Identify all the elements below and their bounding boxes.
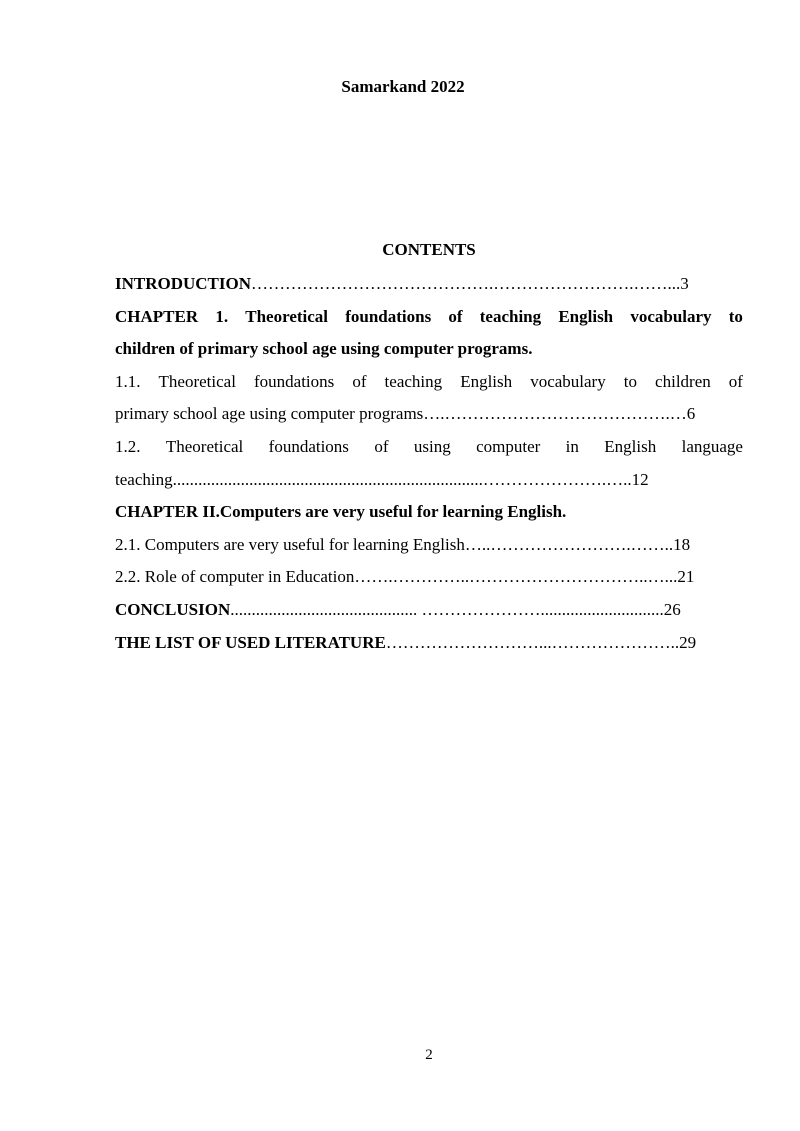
toc-word: 1.2.: [115, 436, 141, 456]
toc-literature-label: THE LIST OF USED LITERATURE: [115, 632, 386, 652]
toc-word: in: [565, 436, 579, 456]
toc-word: CHAPTER: [115, 306, 199, 326]
toc-word: of: [352, 371, 367, 391]
toc-entry-chapter1-line2: children of primary school age using computer programs.: [115, 339, 533, 359]
toc-word: 1.1.: [115, 371, 141, 391]
contents-heading: CONTENTS: [382, 240, 476, 259]
toc-word: of: [728, 371, 743, 391]
toc-word: English: [558, 306, 614, 326]
toc-entry-1-2-line2: teaching.........................................................................………………….…..12: [115, 469, 649, 489]
toc-word: foundations: [254, 371, 335, 391]
toc-entry-literature: [115, 627, 743, 660]
toc-word: using: [413, 436, 451, 456]
toc-introduction-label: INTRODUCTION: [115, 274, 252, 293]
toc-word: children: [655, 371, 711, 391]
toc-word: English: [604, 436, 657, 456]
toc-entry-introduction: [115, 268, 743, 301]
toc-entry-1-1-line2: primary school age using computer programs….………………………………….…6: [115, 404, 696, 424]
toc-word: vocabulary: [630, 306, 712, 326]
toc-word: to: [623, 371, 637, 391]
toc-entry-1-1-line1: [115, 366, 743, 399]
toc-word: of: [448, 306, 463, 326]
toc-word: teaching: [479, 306, 542, 326]
table-of-contents: [115, 268, 743, 659]
toc-word: teaching: [384, 371, 443, 391]
toc-entry-1-2-line1: [115, 431, 743, 464]
toc-introduction-leader: …………………………………….…………………….……...3: [251, 274, 689, 293]
toc-word: computer: [476, 436, 541, 456]
toc-conclusion-leader: ............................................ ………………….............................26: [230, 599, 681, 619]
toc-literature-leader: ………………………...…………………..29: [385, 632, 697, 652]
toc-word: of: [374, 436, 389, 456]
toc-entry-2-1: 2.1. Computers are very useful for learning English…..…………………….……..18: [115, 534, 691, 554]
toc-word: foundations: [268, 436, 349, 456]
toc-word: Theoretical: [245, 306, 329, 326]
header-title: Samarkand 2022: [341, 77, 465, 96]
toc-entry-conclusion: [115, 594, 743, 627]
toc-word: language: [681, 436, 743, 456]
page-number: 2: [425, 1047, 433, 1063]
toc-word: Theoretical: [158, 371, 236, 391]
toc-word: foundations: [345, 306, 432, 326]
toc-word: Theoretical: [165, 436, 244, 456]
toc-entry-chapter1-line1: [115, 301, 743, 334]
toc-entry-2-2: 2.2. Role of computer in Education…….…………..…………………………..…...21: [115, 567, 695, 587]
toc-word: to: [728, 306, 743, 326]
toc-word: English: [460, 371, 513, 391]
toc-conclusion-label: CONCLUSION: [115, 599, 231, 619]
toc-entry-chapter2: CHAPTER II.Computers are very useful for learning English.: [115, 502, 567, 522]
toc-word: 1.: [215, 306, 229, 326]
toc-word: vocabulary: [530, 371, 606, 391]
